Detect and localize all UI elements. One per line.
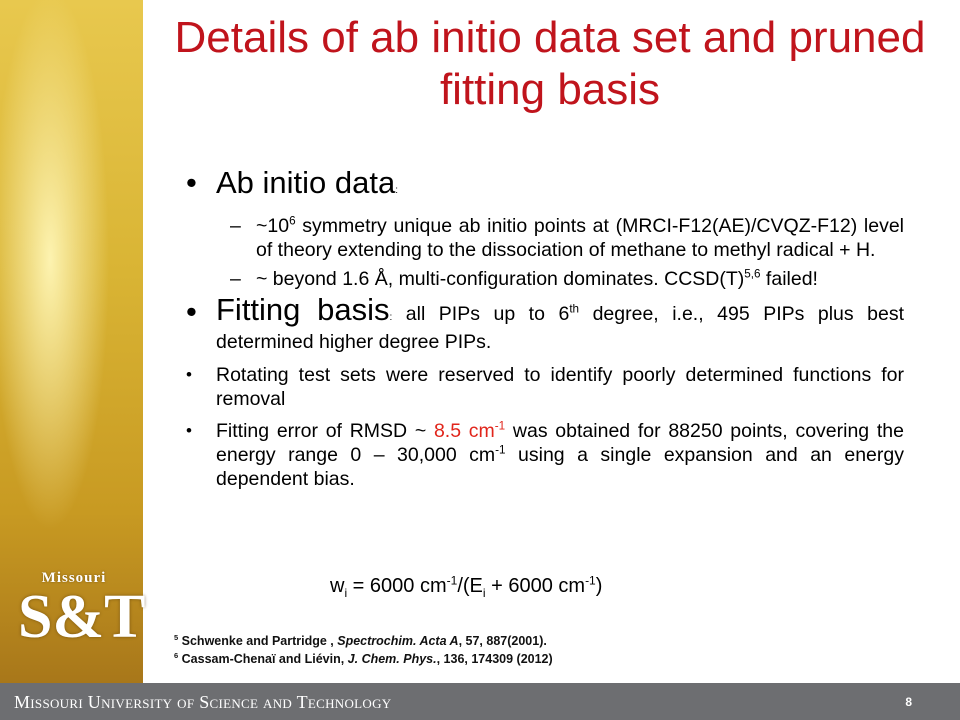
formula-paren: /(E	[457, 575, 483, 597]
reference-item	[174, 632, 553, 650]
bullet-fitting-basis	[186, 292, 905, 355]
bullet-title-suffix: :	[389, 312, 393, 323]
bullet-text-pre: Fitting error of RMSD ~	[216, 420, 434, 442]
footer-university-name: Missouri University of Science and Technology	[14, 692, 392, 712]
bullet-mid-sup: -1	[495, 443, 506, 457]
gold-sidebar	[0, 0, 146, 683]
bullet-text-mid: was obtained for 88250 points, covering the energy range 0 – 30,000 cm	[216, 420, 904, 466]
formula-e-sub: i	[482, 586, 486, 600]
bullet-title: Ab initio data	[216, 165, 396, 200]
sub-bullet-text-post: symmetry unique ab initio points at (MRCI-F12(AE)/CVQZ-F12) level of theory extending to the dissociation of methane to methyl radical + H.	[256, 215, 904, 261]
rmsd-value-sup: -1	[494, 419, 506, 433]
sub-bullet-points	[186, 214, 904, 262]
missouri-st-logo	[18, 570, 146, 665]
bullet-title: Fitting basis	[216, 292, 390, 327]
reference-authors: Schwenke and Partridge ,	[178, 634, 338, 648]
logo-st-mark: S&T	[18, 583, 146, 651]
sub-bullet-beyond	[186, 267, 904, 291]
bullet-ab-initio	[186, 164, 904, 210]
reference-rest: , 57, 887(2001).	[458, 634, 547, 648]
reference-authors: Cassam-Chenaï and Liévin,	[178, 652, 348, 666]
weight-formula	[330, 575, 730, 598]
formula-close: )	[595, 575, 603, 597]
references	[174, 632, 553, 668]
sub-bullet-sup: 5,6	[744, 267, 761, 281]
sub-bullet-dash: –	[230, 215, 241, 237]
bullet-fitting-error	[186, 419, 904, 491]
reference-journal: J. Chem. Phys.	[347, 652, 437, 666]
bullet-text-post: degree, i.e., 495 PIPs plus best determined higher degree PIPs.	[216, 303, 905, 353]
formula-eq: = 6000 cm	[347, 575, 447, 597]
bullet-text-pre: all PIPs up to 6	[392, 303, 570, 325]
formula-w: w	[330, 575, 345, 597]
sub-bullet-sup: 6	[289, 214, 296, 228]
bullet-sup: th	[569, 302, 580, 316]
slide-body	[186, 164, 904, 491]
reference-number: 5	[174, 632, 179, 642]
sub-bullet-dash: –	[230, 268, 241, 290]
reference-number: 6	[174, 650, 179, 660]
bullet-text: Rotating test sets were reserved to identify poorly determined functions for removal	[216, 364, 904, 410]
slide-title: Details of ab initio data set and pruned fitting basis	[174, 13, 926, 114]
bullet-rotating-test-sets	[186, 363, 904, 411]
rmsd-value: 8.5 cm	[433, 420, 495, 442]
footer-bar	[0, 683, 960, 720]
bullet-dot: •	[186, 365, 192, 384]
bullet-dot: •	[186, 421, 192, 440]
sub-bullet-text-pre: ~10	[256, 215, 290, 237]
bullet-dot: •	[186, 294, 197, 329]
logo-missouri-text: Missouri	[41, 570, 107, 586]
reference-item	[174, 650, 553, 668]
bullet-dot: •	[186, 165, 197, 200]
sub-bullet-text-pre: ~ beyond 1.6 Å, multi-configuration dominates. CCSD(T)	[256, 268, 745, 290]
bullet-title-suffix: :	[395, 185, 399, 196]
formula-sup2: -1	[585, 573, 596, 588]
formula-sup1: -1	[446, 573, 458, 588]
sub-bullet-text-post: failed!	[760, 268, 818, 290]
page-number: 8	[905, 695, 912, 709]
bullet-text-post: using a single expansion and an energy dependent bias.	[216, 444, 904, 490]
formula-plus: + 6000 cm	[485, 575, 586, 597]
reference-journal: Spectrochim. Acta A	[337, 634, 459, 648]
formula-w-sub: i	[344, 586, 348, 600]
reference-rest: , 136, 174309 (2012)	[436, 652, 553, 666]
